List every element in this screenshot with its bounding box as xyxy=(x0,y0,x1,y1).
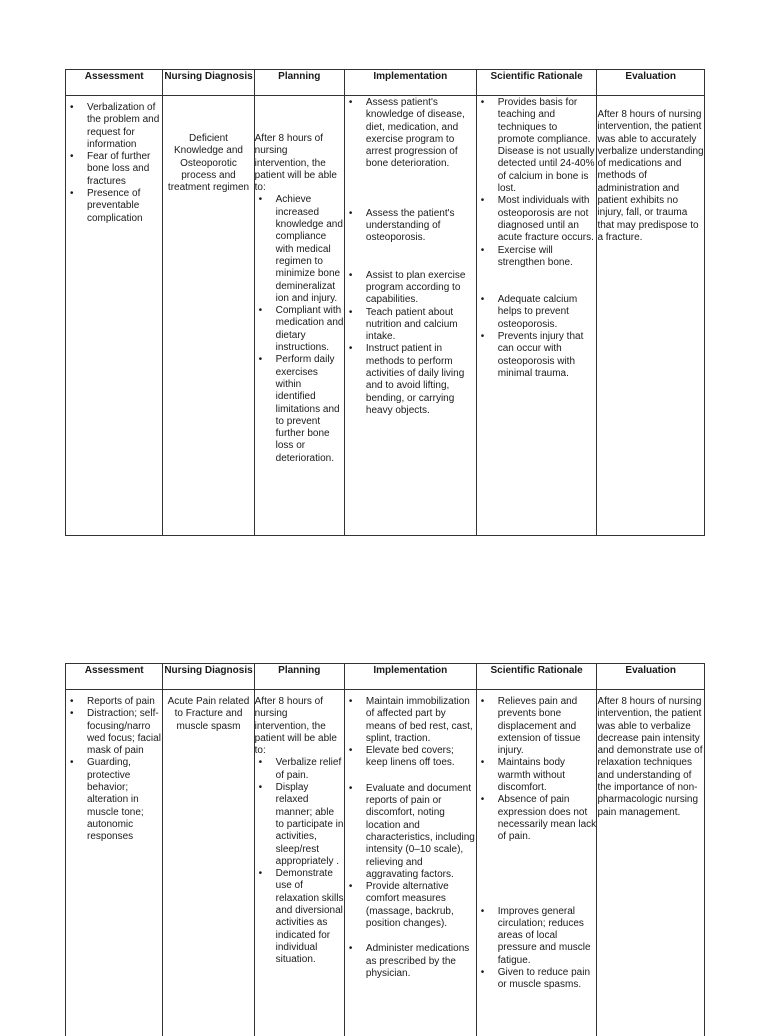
list-item: • Assess patient's knowledge of disease, diet, medication, and exercise program to arrest progression of bone deterioration. xyxy=(345,97,476,171)
header-assessment: Assessment xyxy=(66,664,163,690)
list-item: • Elevate bed covers; keep linens off toes. xyxy=(345,745,476,770)
header-nursing-diagnosis: Nursing Diagnosis xyxy=(163,664,254,690)
list-item: • Achieve increased knowledge and compliance with medical regimen to minimize bone demineralizat ion and injury. xyxy=(255,194,344,305)
rationale-cell xyxy=(476,690,597,1036)
header-row xyxy=(66,70,705,96)
list-item: • Administer medications as prescribed by the physician. xyxy=(345,943,476,980)
header-nursing-diagnosis: Nursing Diagnosis xyxy=(163,70,254,96)
list-item: • Given to reduce pain or muscle spasms. xyxy=(477,967,597,992)
header-planning: Planning xyxy=(254,70,344,96)
planning-intro: After 8 hours of nursing intervention, the patient will be able to: xyxy=(255,696,344,757)
list-item: • Fear of further bone loss and fractures xyxy=(66,151,162,188)
planning-intro: After 8 hours of nursing intervention, the patient will be able to: xyxy=(255,133,344,194)
header-planning: Planning xyxy=(254,664,344,690)
list-item: • Assess the patient's understanding of osteoporosis. xyxy=(345,208,476,245)
header-evaluation: Evaluation xyxy=(597,664,705,690)
list-item: • Presence of preventable complication xyxy=(66,188,162,225)
diagnosis-cell: Acute Pain related to Fracture and muscle spasm xyxy=(163,690,254,1036)
list-item: • Assist to plan exercise program according to capabilities. xyxy=(345,270,476,307)
list-item: • Teach patient about nutrition and calcium intake. xyxy=(345,307,476,344)
list-item: • Evaluate and document reports of pain or discomfort, noting location and characteristics, including intensity (0–10 scale), relieving and aggravating factors. xyxy=(345,783,476,881)
list-item: • Verbalization of the problem and request for information xyxy=(66,102,162,151)
list-item: • Exercise will strengthen bone. xyxy=(477,245,597,270)
table-row xyxy=(66,690,705,1036)
list-item: • Demonstrate use of relaxation skills and diversional activities as indicated for individual situation. xyxy=(255,868,344,966)
rationale-cell xyxy=(476,96,597,536)
care-plan-table-knowledge xyxy=(65,69,705,536)
implementation-cell xyxy=(344,96,476,536)
evaluation-cell: After 8 hours of nursing intervention, the patient was able to accurately verbalize understanding of medications and methods of administration and patient exhibits no injury, fall, or trauma that may predispose to a fracture. xyxy=(597,96,705,536)
header-row xyxy=(66,664,705,690)
assessment-cell xyxy=(66,690,163,1036)
list-item: • Display relaxed manner; able to participate in activities, sleep/rest appropriately . xyxy=(255,782,344,868)
header-implementation: Implementation xyxy=(344,70,476,96)
header-assessment: Assessment xyxy=(66,70,163,96)
list-item: • Distraction; self-focusing/narro wed focus; facial mask of pain xyxy=(66,708,162,757)
care-plan-table-pain xyxy=(65,663,705,1036)
list-item: • Perform daily exercises within identified limitations and to prevent further bone loss or deterioration. xyxy=(255,354,344,465)
list-item: • Provides basis for teaching and techniques to promote compliance. Disease is not usually detected until 24-40% of calcium in bone is lost. xyxy=(477,97,597,195)
assessment-cell xyxy=(66,96,163,536)
planning-cell xyxy=(254,690,344,1036)
list-item: • Compliant with medication and dietary instructions. xyxy=(255,305,344,354)
evaluation-cell: After 8 hours of nursing intervention, the patient was able to verbalize decrease pain intensity and demonstrate use of relaxation techniques and understanding of the importance of non-pharmacologic nursing pain management. xyxy=(597,690,705,1036)
list-item: • Improves general circulation; reduces areas of local pressure and muscle fatigue. xyxy=(477,906,597,967)
list-item: • Verbalize relief of pain. xyxy=(255,757,344,782)
header-implementation: Implementation xyxy=(344,664,476,690)
list-item: • Absence of pain expression does not necessarily mean lack of pain. xyxy=(477,794,597,843)
list-item: • Maintains body warmth without discomfort. xyxy=(477,757,597,794)
header-evaluation: Evaluation xyxy=(597,70,705,96)
table-row xyxy=(66,96,705,536)
header-scientific-rationale: Scientific Rationale xyxy=(476,664,597,690)
diagnosis-cell: Deficient Knowledge and Osteoporotic process and treatment regimen xyxy=(163,96,254,536)
list-item: • Instruct patient in methods to perform activities of daily living and to avoid lifting, bending, or carrying heavy objects. xyxy=(345,343,476,417)
list-item: • Prevents injury that can occur with osteoporosis with minimal trauma. xyxy=(477,331,597,380)
list-item: • Adequate calcium helps to prevent osteoporosis. xyxy=(477,294,597,331)
planning-cell xyxy=(254,96,344,536)
list-item: • Most individuals with osteoporosis are not diagnosed until an acute fracture occurs. xyxy=(477,195,597,244)
list-item: • Reports of pain xyxy=(66,696,162,708)
list-item: • Provide alternative comfort measures (massage, backrub, position changes). xyxy=(345,881,476,930)
list-item: • Guarding, protective behavior; alteration in muscle tone; autonomic responses xyxy=(66,757,162,843)
list-item: • Maintain immobilization of affected part by means of bed rest, cast, splint, traction. xyxy=(345,696,476,745)
header-scientific-rationale: Scientific Rationale xyxy=(476,70,597,96)
list-item: • Relieves pain and prevents bone displacement and extension of tissue injury. xyxy=(477,696,597,757)
implementation-cell xyxy=(344,690,476,1036)
